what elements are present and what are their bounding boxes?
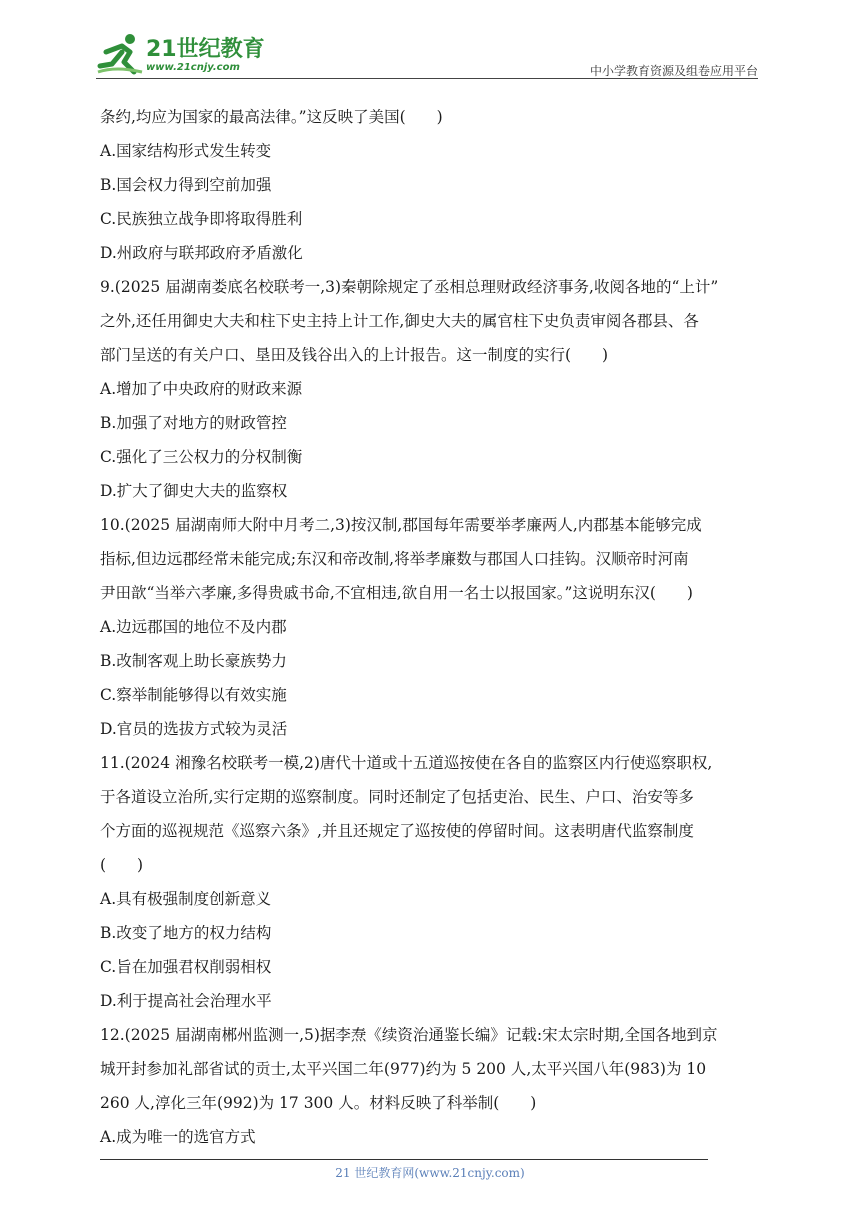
question-line: 10.(2025 届湖南师大附中月考二,3)按汉制,郡国每年需要举孝廉两人,内郡基本能够完成 (100, 516, 702, 534)
question-line: 部门呈送的有关户口、垦田及钱谷出入的上计报告。这一制度的实行( ) (100, 346, 609, 364)
question-line: 个方面的巡视规范《巡察六条》,并且还规定了巡按使的停留时间。这表明唐代监察制度 (100, 822, 694, 840)
option-line: D.利于提高社会治理水平 (100, 992, 272, 1010)
page-header (96, 30, 758, 78)
site-logo (96, 32, 266, 76)
question-line: ( ) (100, 856, 144, 874)
option-line: B.改变了地方的权力结构 (100, 924, 272, 942)
option-line: C.察举制能够得以有效实施 (100, 686, 287, 704)
option-line: D.官员的选拔方式较为灵活 (100, 720, 288, 738)
runner-icon (96, 32, 144, 76)
option-line: D.扩大了御史大夫的监察权 (100, 482, 288, 500)
option-line: A.成为唯一的选官方式 (100, 1128, 256, 1146)
option-line: B.国会权力得到空前加强 (100, 176, 272, 194)
question-line: 之外,还任用御史大夫和柱下史主持上计工作,御史大夫的属官柱下史负责审阅各郡县、各 (100, 312, 699, 330)
header-divider (96, 78, 758, 79)
question-line: 尹田歆“当举六孝廉,多得贵戚书命,不宜相违,欲自用一名士以报国家。”这说明东汉( ) (100, 584, 693, 602)
option-line: A.增加了中央政府的财政来源 (100, 380, 303, 398)
option-line: C.强化了三公权力的分权制衡 (100, 448, 303, 466)
option-line: C.民族独立战争即将取得胜利 (100, 210, 303, 228)
option-line: A.国家结构形式发生转变 (100, 142, 272, 160)
option-line: A.边远郡国的地位不及内郡 (100, 618, 287, 636)
question-line: 于各道设立治所,实行定期的巡察制度。同时还制定了包括吏治、民生、户口、治安等多 (100, 788, 694, 806)
question-line: 9.(2025 届湖南娄底名校联考一,3)秦朝除规定了丞相总理财政经济事务,收阅各地的“上计” (100, 278, 719, 296)
platform-title: 中小学教育资源及组卷应用平台 (589, 64, 758, 78)
text-line: 条约,均应为国家的最高法律。”这反映了美国( ) (100, 108, 443, 126)
logo-url: www.21cnjy.com (146, 62, 240, 73)
page-footer[interactable]: 21 世纪教育网(www.21cnjy.com) (335, 1166, 525, 1180)
question-line: 12.(2025 届湖南郴州监测一,5)据李焘《续资治通鉴长编》记载:宋太宗时期,全国各地到京 (100, 1026, 718, 1044)
option-line: B.改制客观上助长豪族势力 (100, 652, 287, 670)
question-line: 260 人,淳化三年(992)为 17 300 人。材料反映了科举制( ) (100, 1094, 537, 1112)
option-line: B.加强了对地方的财政管控 (100, 414, 287, 432)
logo-text: 21世纪教育 (146, 37, 265, 62)
question-line: 指标,但边远郡经常未能完成;东汉和帝改制,将举孝廉数与郡国人口挂钩。汉顺帝时河南 (100, 550, 689, 568)
option-line: C.旨在加强君权削弱相权 (100, 958, 272, 976)
option-line: A.具有极强制度创新意义 (100, 890, 272, 908)
question-line: 11.(2024 湘豫名校联考一模,2)唐代十道或十五道巡按使在各自的监察区内行使巡察职权, (100, 754, 713, 772)
question-line: 城开封参加礼部省试的贡士,太平兴国二年(977)约为 5 200 人,太平兴国八年(983)为 10 (100, 1060, 707, 1078)
document-body (100, 100, 768, 1154)
footer-divider (100, 1159, 708, 1160)
option-line: D.州政府与联邦政府矛盾激化 (100, 244, 303, 262)
